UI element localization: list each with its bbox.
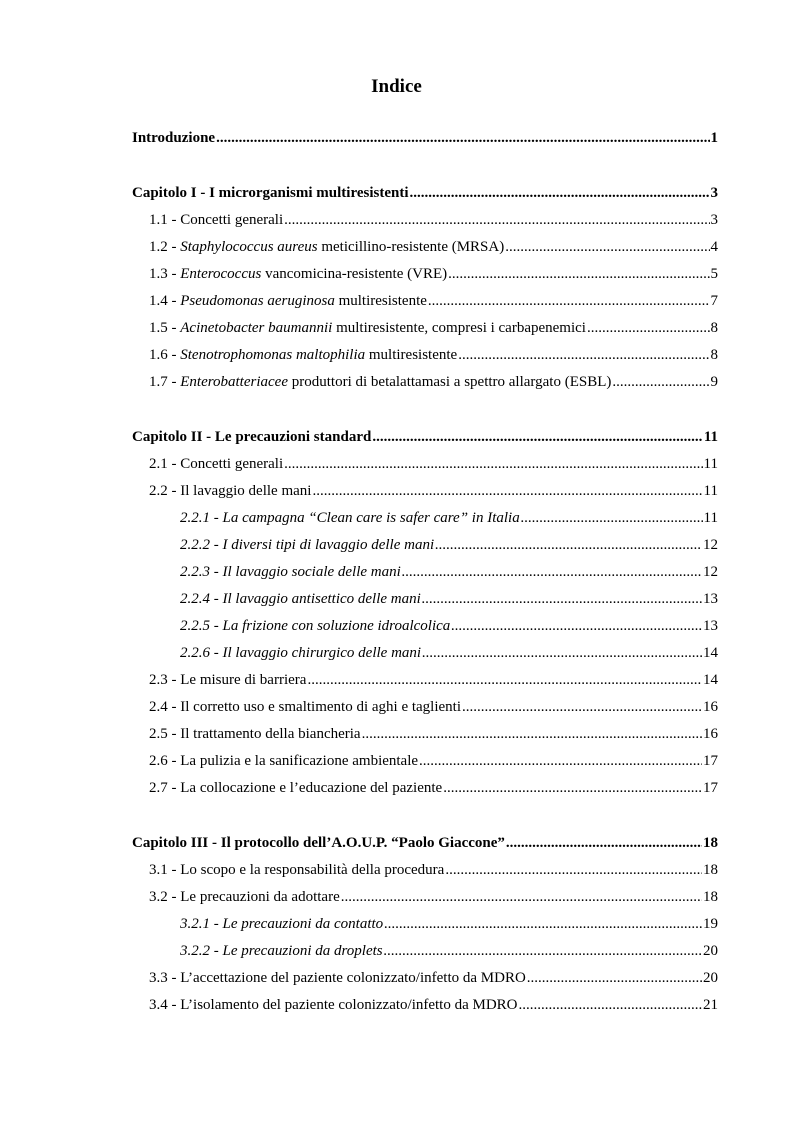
- toc-entry-chapter-3: [132, 833, 718, 860]
- toc-entry-chapter-2: [132, 427, 718, 454]
- dot-leader: [505, 237, 709, 257]
- dot-leader: [521, 508, 703, 528]
- dot-leader: [307, 670, 702, 690]
- toc-label: 3.3 - L’accettazione del paziente colonizzato/infetto da MDRO: [149, 970, 526, 986]
- toc-label: 2.4 - Il corretto uso e smaltimento di aghi e taglienti: [149, 699, 462, 715]
- dot-leader: [362, 724, 702, 744]
- dot-leader: [443, 778, 702, 798]
- dot-leader: [422, 589, 702, 609]
- dot-leader: [384, 914, 702, 934]
- dot-leader: [428, 291, 710, 311]
- toc-entry-chapter-1: [132, 183, 718, 210]
- dot-leader: [506, 833, 702, 853]
- dot-leader: [435, 535, 702, 555]
- toc-label: 1.2 - Staphylococcus aureus meticillino-resistente (MRSA): [149, 239, 505, 255]
- toc-entry-1-3: [132, 264, 718, 291]
- toc-entry-2-2-4: [132, 589, 718, 616]
- dot-leader: [410, 183, 710, 203]
- toc-page-number: 20: [703, 970, 718, 986]
- toc-entry-2-2: [132, 481, 718, 508]
- toc-page-number: 4: [710, 239, 718, 255]
- dot-leader: [458, 345, 709, 365]
- toc-label: 3.1 - Lo scopo e la responsabilità della procedura: [149, 862, 445, 878]
- toc-entry-2-2-2: [132, 535, 718, 562]
- toc-page-number: 3: [710, 185, 718, 201]
- page-title: Indice: [371, 76, 422, 97]
- toc-page-number: 18: [703, 835, 718, 851]
- toc-page-number: 9: [710, 374, 718, 390]
- toc-label: 3.2 - Le precauzioni da adottare: [149, 889, 340, 905]
- toc-label: 1.1 - Concetti generali: [149, 212, 284, 228]
- toc-label: 1.4 - Pseudomonas aeruginosa multiresistente: [149, 293, 427, 309]
- toc-entry-1-5: [132, 318, 718, 345]
- dot-leader: [587, 318, 710, 338]
- toc-page-number: 19: [703, 916, 718, 932]
- toc-label: 3.2.2 - Le precauzioni da droplets: [180, 943, 383, 959]
- toc-label: 2.2 - Il lavaggio delle mani: [149, 483, 312, 499]
- dot-leader: [422, 643, 702, 663]
- toc-page-number: 21: [703, 997, 718, 1013]
- toc-page-number: 1: [710, 130, 718, 146]
- toc-entry-2-2-3: [132, 562, 718, 589]
- toc-page-number: 17: [703, 753, 718, 769]
- dot-leader: [372, 427, 702, 447]
- toc-page-number: 12: [703, 537, 718, 553]
- dot-leader: [445, 860, 702, 880]
- toc-label: 3.4 - L’isolamento del paziente colonizzato/infetto da MDRO: [149, 997, 518, 1013]
- toc-entry-2-2-5: [132, 616, 718, 643]
- toc-entry-1-7: [132, 372, 718, 399]
- toc-page-number: 7: [710, 293, 718, 309]
- toc-entry-2-3: [132, 670, 718, 697]
- toc-page-number: 8: [710, 320, 718, 336]
- toc-label: 1.3 - Enterococcus vancomicina-resistente (VRE): [149, 266, 448, 282]
- toc-label: 3.2.1 - Le precauzioni da contatto: [180, 916, 384, 932]
- toc-entry-3-2-1: [132, 914, 718, 941]
- dot-leader: [384, 941, 702, 961]
- toc-entry-3-3: [132, 968, 718, 995]
- toc-entry-2-6: [132, 751, 718, 778]
- toc-page-number: 18: [703, 862, 718, 878]
- toc-page-number: 5: [710, 266, 718, 282]
- toc-label: 1.7 - Enterobatteriacee produttori di betalattamasi a spettro allargato (ESBL): [149, 374, 612, 390]
- toc-label: 2.3 - Le misure di barriera: [149, 672, 307, 688]
- dot-leader: [462, 697, 702, 717]
- dot-leader: [519, 995, 702, 1015]
- toc-entry-1-2: [132, 237, 718, 264]
- toc-entry-3-1: [132, 860, 718, 887]
- dot-leader: [419, 751, 702, 771]
- toc-page-number: 11: [703, 483, 718, 499]
- toc-page-number: 17: [703, 780, 718, 796]
- toc-label: 1.5 - Acinetobacter baumannii multiresistente, compresi i carbapenemici: [149, 320, 586, 336]
- toc-entry-2-4: [132, 697, 718, 724]
- toc-page-number: 20: [703, 943, 718, 959]
- toc-label: 2.2.1 - La campagna “Clean care is safer care” in Italia: [180, 510, 520, 526]
- dot-leader: [216, 128, 709, 148]
- toc-page-number: 16: [703, 699, 718, 715]
- toc-page-number: 14: [703, 672, 718, 688]
- toc-page-number: 11: [703, 510, 718, 526]
- toc-entry-2-2-1: [132, 508, 718, 535]
- dot-leader: [527, 968, 702, 988]
- toc-label: 2.2.4 - Il lavaggio antisettico delle mani: [180, 591, 421, 607]
- toc-label: 2.5 - Il trattamento della biancheria: [149, 726, 361, 742]
- toc-label: 2.2.2 - I diversi tipi di lavaggio delle mani: [180, 537, 435, 553]
- toc-entry-1-1: [132, 210, 718, 237]
- toc-entry-2-5: [132, 724, 718, 751]
- toc-entry-3-2-2: [132, 941, 718, 968]
- toc-entry-1-4: [132, 291, 718, 318]
- toc-page-number: 14: [703, 645, 718, 661]
- toc-entry-2-2-6: [132, 643, 718, 670]
- toc-label: Capitolo I - I microrganismi multiresistenti: [132, 185, 409, 201]
- toc-entry-3-2: [132, 887, 718, 914]
- toc-label: 1.6 - Stenotrophomonas maltophilia multiresistente: [149, 347, 458, 363]
- dot-leader: [448, 264, 709, 284]
- toc-label: Capitolo III - Il protocollo dell’A.O.U.P. “Paolo Giaccone”: [132, 835, 505, 851]
- toc-page-number: 11: [703, 456, 718, 472]
- toc-entry-1-6: [132, 345, 718, 372]
- toc-label: 2.1 - Concetti generali: [149, 456, 284, 472]
- toc-label: 2.2.6 - Il lavaggio chirurgico delle mani: [180, 645, 422, 661]
- dot-leader: [341, 887, 702, 907]
- dot-leader: [612, 372, 709, 392]
- table-of-contents: [132, 128, 718, 1022]
- toc-entry-introduction: [132, 128, 718, 155]
- dot-leader: [312, 481, 702, 501]
- toc-page-number: 18: [703, 889, 718, 905]
- toc-label: 2.6 - La pulizia e la sanificazione ambientale: [149, 753, 419, 769]
- toc-label: 2.7 - La collocazione e l’educazione del paziente: [149, 780, 443, 796]
- toc-page-number: 12: [703, 564, 718, 580]
- toc-label: Capitolo II - Le precauzioni standard: [132, 429, 372, 445]
- toc-entry-2-1: [132, 454, 718, 481]
- toc-page-number: 11: [703, 429, 718, 445]
- dot-leader: [402, 562, 702, 582]
- toc-label: Introduzione: [132, 130, 216, 146]
- dot-leader: [284, 454, 702, 474]
- dot-leader: [284, 210, 709, 230]
- toc-page-number: 3: [710, 212, 718, 228]
- toc-label: 2.2.5 - La frizione con soluzione idroalcolica: [180, 618, 451, 634]
- toc-page-number: 16: [703, 726, 718, 742]
- toc-page-number: 8: [710, 347, 718, 363]
- toc-entry-2-7: [132, 778, 718, 805]
- toc-label: 2.2.3 - Il lavaggio sociale delle mani: [180, 564, 401, 580]
- toc-page-number: 13: [703, 618, 718, 634]
- toc-page-number: 13: [703, 591, 718, 607]
- toc-entry-3-4: [132, 995, 718, 1022]
- dot-leader: [451, 616, 702, 636]
